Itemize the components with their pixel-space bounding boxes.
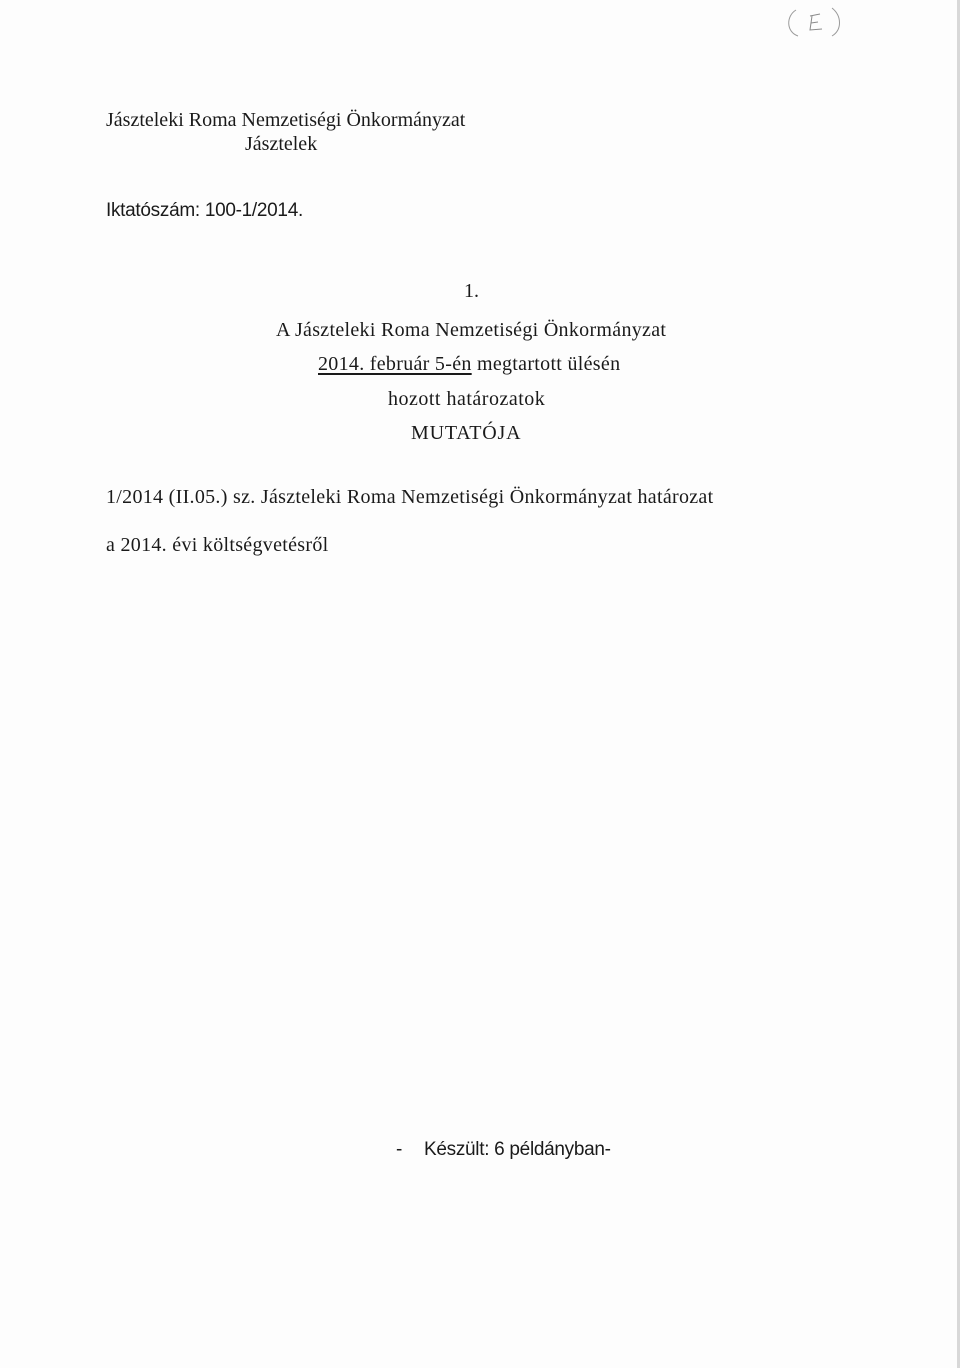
copies-note (396, 1138, 611, 1162)
meeting-date: 2014. február 5-én (318, 353, 472, 375)
footer-dash: - (396, 1139, 403, 1160)
title-line-2 (318, 352, 620, 376)
organization-city: Jásztelek (245, 133, 318, 155)
copies-text: Készült: 6 példányban- (424, 1139, 611, 1160)
title-line-1: A Jászteleki Roma Nemzetiségi Önkormányzat (276, 319, 667, 341)
resolution-line-2: a 2014. évi költségvetésről (106, 534, 329, 556)
resolution-line-1: 1/2014 (II.05.) sz. Jászteleki Roma Nemzetiségi Önkormányzat határozat (106, 486, 714, 508)
title-line-3: hozott határozatok (388, 388, 546, 410)
registration-number: Iktatószám: 100-1/2014. (106, 200, 303, 221)
title-line-4: MUTATÓJA (411, 422, 522, 444)
organization-name: Jászteleki Roma Nemzetiségi Önkormányzat (106, 109, 466, 131)
document-number: 1. (464, 280, 479, 302)
handwritten-initials-mark (782, 2, 846, 42)
meeting-text: megtartott ülésén (471, 353, 621, 375)
